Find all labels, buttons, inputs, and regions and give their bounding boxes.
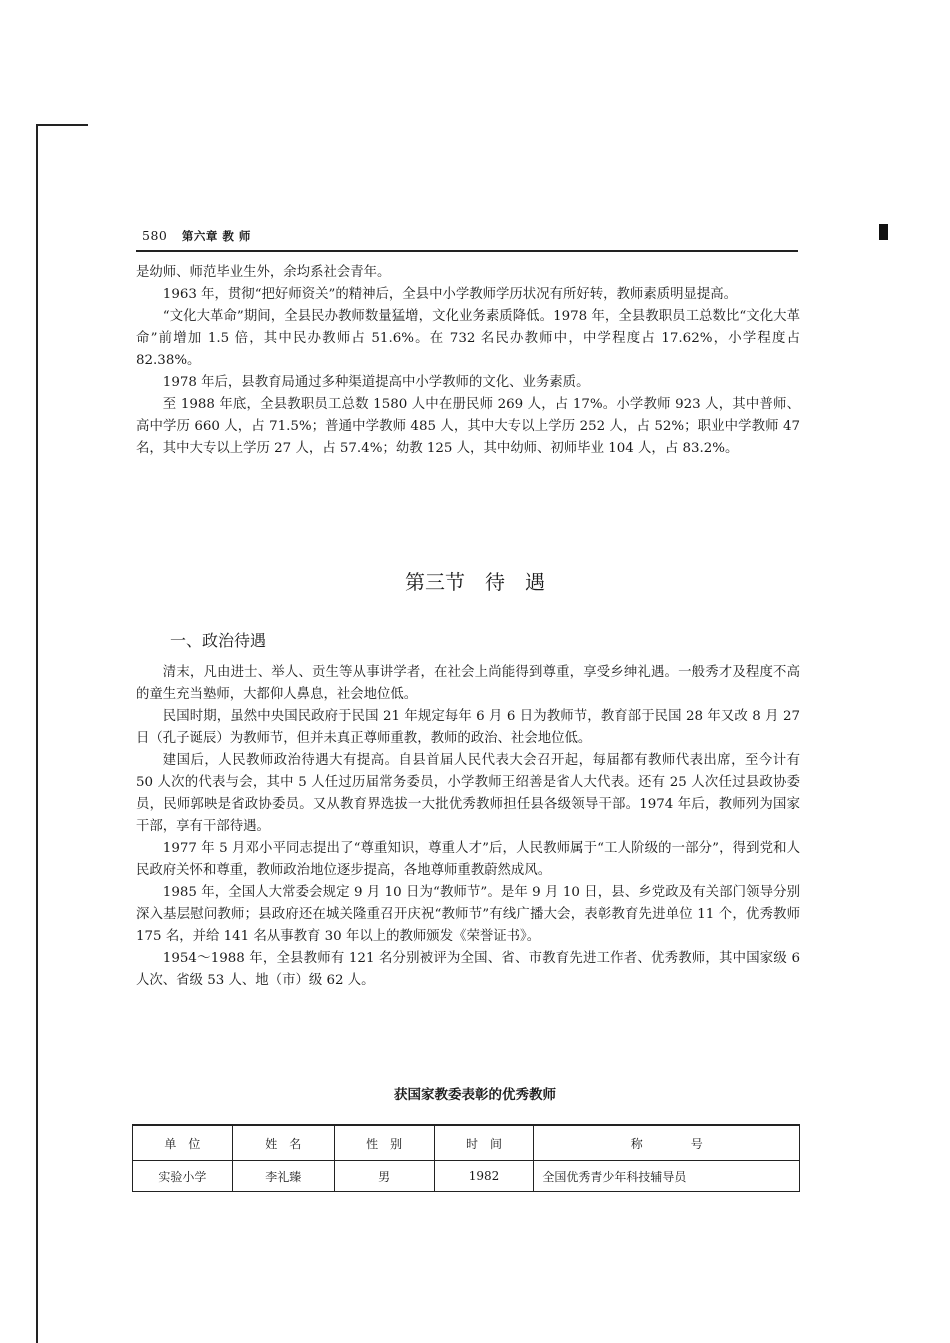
text-block-political-treatment: [136, 662, 800, 992]
subheading-political-treatment: 一、政治待遇: [170, 631, 267, 650]
paragraph: 1978 年后，县教育局通过多种渠道提高中小学教师的文化、业务素质。: [162, 375, 590, 390]
col-header-gender: 性 别: [334, 1125, 434, 1161]
cell-year: 1982: [434, 1161, 534, 1192]
paragraph: “文化大革命”期间，全县民办教师数量猛增，文化业务素质降低。1978 年，全县教职员工总数比“文化大革命”前增加 1.5 倍，其中民办教师占 51.6%。在 732 名民办教师中，中学程度占 17.62%，小学程度占 82.38%。: [136, 309, 800, 368]
table-header-row: [133, 1125, 800, 1161]
text-block-teacher-quality: [136, 262, 800, 460]
table-title: 获国家教委表彰的优秀教师: [394, 1087, 556, 1103]
margin-tick-mark: [36, 124, 88, 126]
col-header-unit: 单 位: [133, 1125, 233, 1161]
cell-title: 全国优秀青少年科技辅导员: [534, 1161, 800, 1192]
cell-unit: 实验小学: [133, 1161, 233, 1192]
paragraph: 是幼师、师范毕业生外，余均系社会青年。: [136, 265, 391, 280]
paragraph: 清末，凡由进士、举人、贡生等从事讲学者，在社会上尚能得到尊重，享受乡绅礼遇。一般秀才及程度不高的童生充当塾师，大都仰人鼻息，社会地位低。: [136, 665, 800, 702]
col-header-year: 时 间: [434, 1125, 534, 1161]
section-title: 第三节 待 遇: [405, 570, 545, 594]
paragraph: 1977 年 5 月邓小平同志提出了“尊重知识，尊重人才”后，人民教师属于“工人阶级的一部分”，得到党和人民政府关怀和尊重，教师政治地位逐步提高，各地尊师重教蔚然成风。: [136, 841, 800, 878]
left-margin-line: [36, 124, 38, 1343]
honor-teachers-table: [132, 1124, 800, 1192]
paragraph: 至 1988 年底，全县教职员工总数 1580 人中在册民师 269 人，占 17%。小学教师 923 人，其中普师、高中学历 660 人，占 71.5%；普通中学教师 485 人，其中大专以上学历 252 人，占 52%；职业中学教师 47 名，其中大专以上学历 27 人，占 57.4%；幼教 125 人，其中幼师、初师毕业 104 人，占 83.2%。: [136, 397, 800, 456]
chapter-label: 第六章 教 师: [181, 229, 251, 243]
paragraph: 1985 年，全国人大常委会规定 9 月 10 日为“教师节”。是年 9 月 10 日，县、乡党政及有关部门领导分别深入基层慰问教师；县政府还在城关隆重召开庆祝“教师节”有线广播大会，表彰教育先进单位 11 个，优秀教师 175 名，并给 141 名从事教育 30 年以上的教师颁发《荣誉证书》。: [136, 885, 800, 944]
header-rule: [136, 250, 798, 252]
paragraph: 1954～1988 年，全县教师有 121 名分别被评为全国、省、市教育先进工作者、优秀教师，其中国家级 6 人次、省级 53 人、地（市）级 62 人。: [136, 951, 800, 988]
paragraph: 建国后，人民教师政治待遇大有提高。自县首届人民代表大会召开起，每届都有教师代表出席，至今计有 50 人次的代表与会，其中 5 人任过历届常务委员，小学教师王绍善是省人大代表。还有 25 人次任过县政协委员，民师郭映是省政协委员。又从教育界选拔一大批优秀教师担任县各级领导干部。1974 年后，教师列为国家干部，享有干部待遇。: [136, 753, 800, 834]
col-header-name: 姓 名: [232, 1125, 334, 1161]
paragraph: 1963 年，贯彻“把好师资关”的精神后，全县中小学教师学历状况有所好转，教师素质明显提高。: [162, 287, 738, 302]
cell-name: 李礼臻: [232, 1161, 334, 1192]
table-row: [133, 1161, 800, 1192]
scan-corner-mark: [879, 224, 888, 240]
paragraph: 民国时期，虽然中央国民政府于民国 21 年规定每年 6 月 6 日为教师节，教育部于民国 28 年又改 8 月 27 日（孔子诞辰）为教师节，但并未真正尊师重教，教师的政治、社会地位低。: [136, 709, 800, 746]
cell-gender: 男: [334, 1161, 434, 1192]
page-number: 580: [142, 228, 168, 243]
page-header: [142, 228, 251, 244]
col-header-title: 称 号: [534, 1125, 800, 1161]
